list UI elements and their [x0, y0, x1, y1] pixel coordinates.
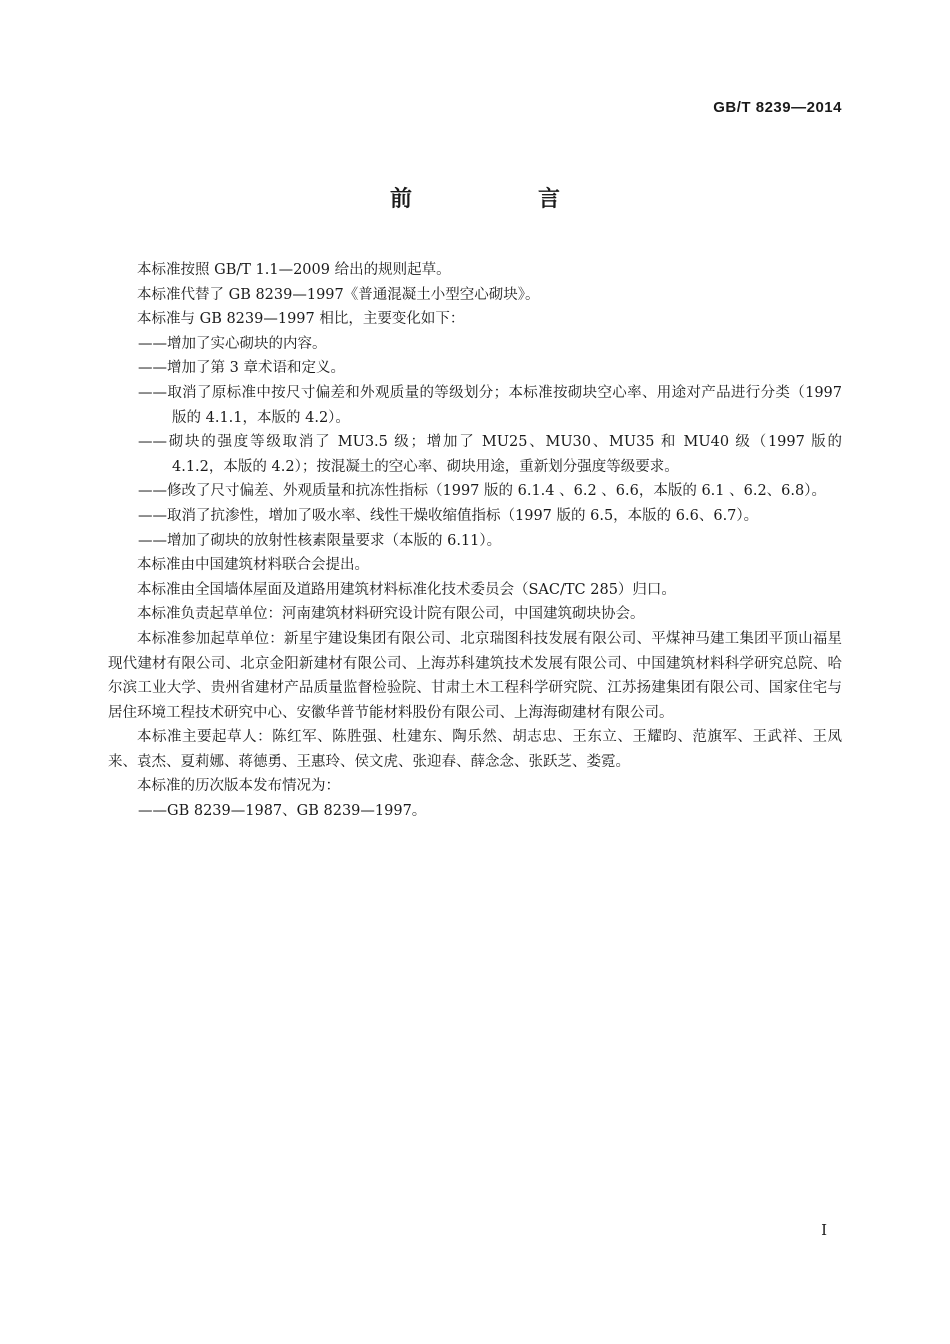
change-item: ——增加了第 3 章术语和定义。 [138, 360, 345, 377]
change-item: ——增加了砌块的放射性核素限量要求（本版的 6.11）。 [138, 532, 502, 549]
paragraph: 本标准由全国墙体屋面及道路用建筑材料标准化技术委员会（SAC/TC 285）归口。 [137, 581, 676, 598]
paragraph: 本标准由中国建筑材料联合会提出。 [137, 557, 369, 574]
change-item: ——修改了尺寸偏差、外观质量和抗冻性指标（1997 版的 6.1.4 、6.2 、6.6，本版的 6.1 、6.2、6.8）。 [138, 483, 826, 500]
paragraph: 本标准的历次版本发布情况为： [137, 778, 340, 795]
page-title: 前 言 [389, 187, 612, 212]
paragraph: 本标准代替了 GB 8239—1997《普通混凝土小型空心砌块》。 [137, 286, 540, 303]
standard-code: GB/T 8239—2014 [713, 99, 842, 116]
foreword-body [108, 258, 842, 824]
page-number: I [821, 1221, 827, 1239]
change-item: ——取消了抗渗性，增加了吸水率、线性干燥收缩值指标（1997 版的 6.5，本版的 6.6、6.7）。 [138, 507, 759, 524]
change-item: ——取消了原标准中按尺寸偏差和外观质量的等级划分；本标准按砌块空心率、用途对产品进行分类（1997 版的 4.1.1，本版的 4.2）。 [138, 384, 842, 426]
paragraph: 本标准按照 GB/T 1.1—2009 给出的规则起草。 [137, 262, 451, 278]
paragraph: 本标准负责起草单位：河南建筑材料研究设计院有限公司，中国建筑砌块协会。 [137, 606, 645, 623]
change-item: ——砌块的强度等级取消了 MU3.5 级；增加了 MU25、MU30、MU35 和 MU40 级（1997 版的 4.1.2，本版的 4.2）；按混凝土的空心率、砌块用途，重新划分强度等级要求。 [138, 434, 842, 475]
change-item: ——增加了实心砌块的内容。 [138, 335, 327, 352]
paragraph: 本标准主要起草人：陈红军、陈胜强、杜建东、陶乐然、胡志忠、王东立、王耀昀、范旗军、王武祥、王凤来、袁杰、夏莉娜、蒋德勇、王惠玲、侯文虎、张迎春、薛念念、张跃芝、娄霓。 [108, 729, 842, 770]
paragraph: 本标准参加起草单位：新星宇建设集团有限公司、北京瑞图科技发展有限公司、平煤神马建工集团平顶山福星现代建材有限公司、北京金阳新建材有限公司、上海苏科建筑技术发展有限公司、中国建筑材料科学研究总院、哈尔滨工业大学、贵州省建材产品质量监督检验院、甘肃土木工程科学研究院、江苏扬建集团有限公司、国家住宅与居住环境工程技术研究中心、安徽华普节能材料股份有限公司、上海海砌建材有限公司。 [108, 630, 842, 721]
paragraph: 本标准与 GB 8239—1997 相比，主要变化如下： [137, 311, 465, 328]
history-item: ——GB 8239—1987、GB 8239—1997。 [138, 803, 427, 820]
